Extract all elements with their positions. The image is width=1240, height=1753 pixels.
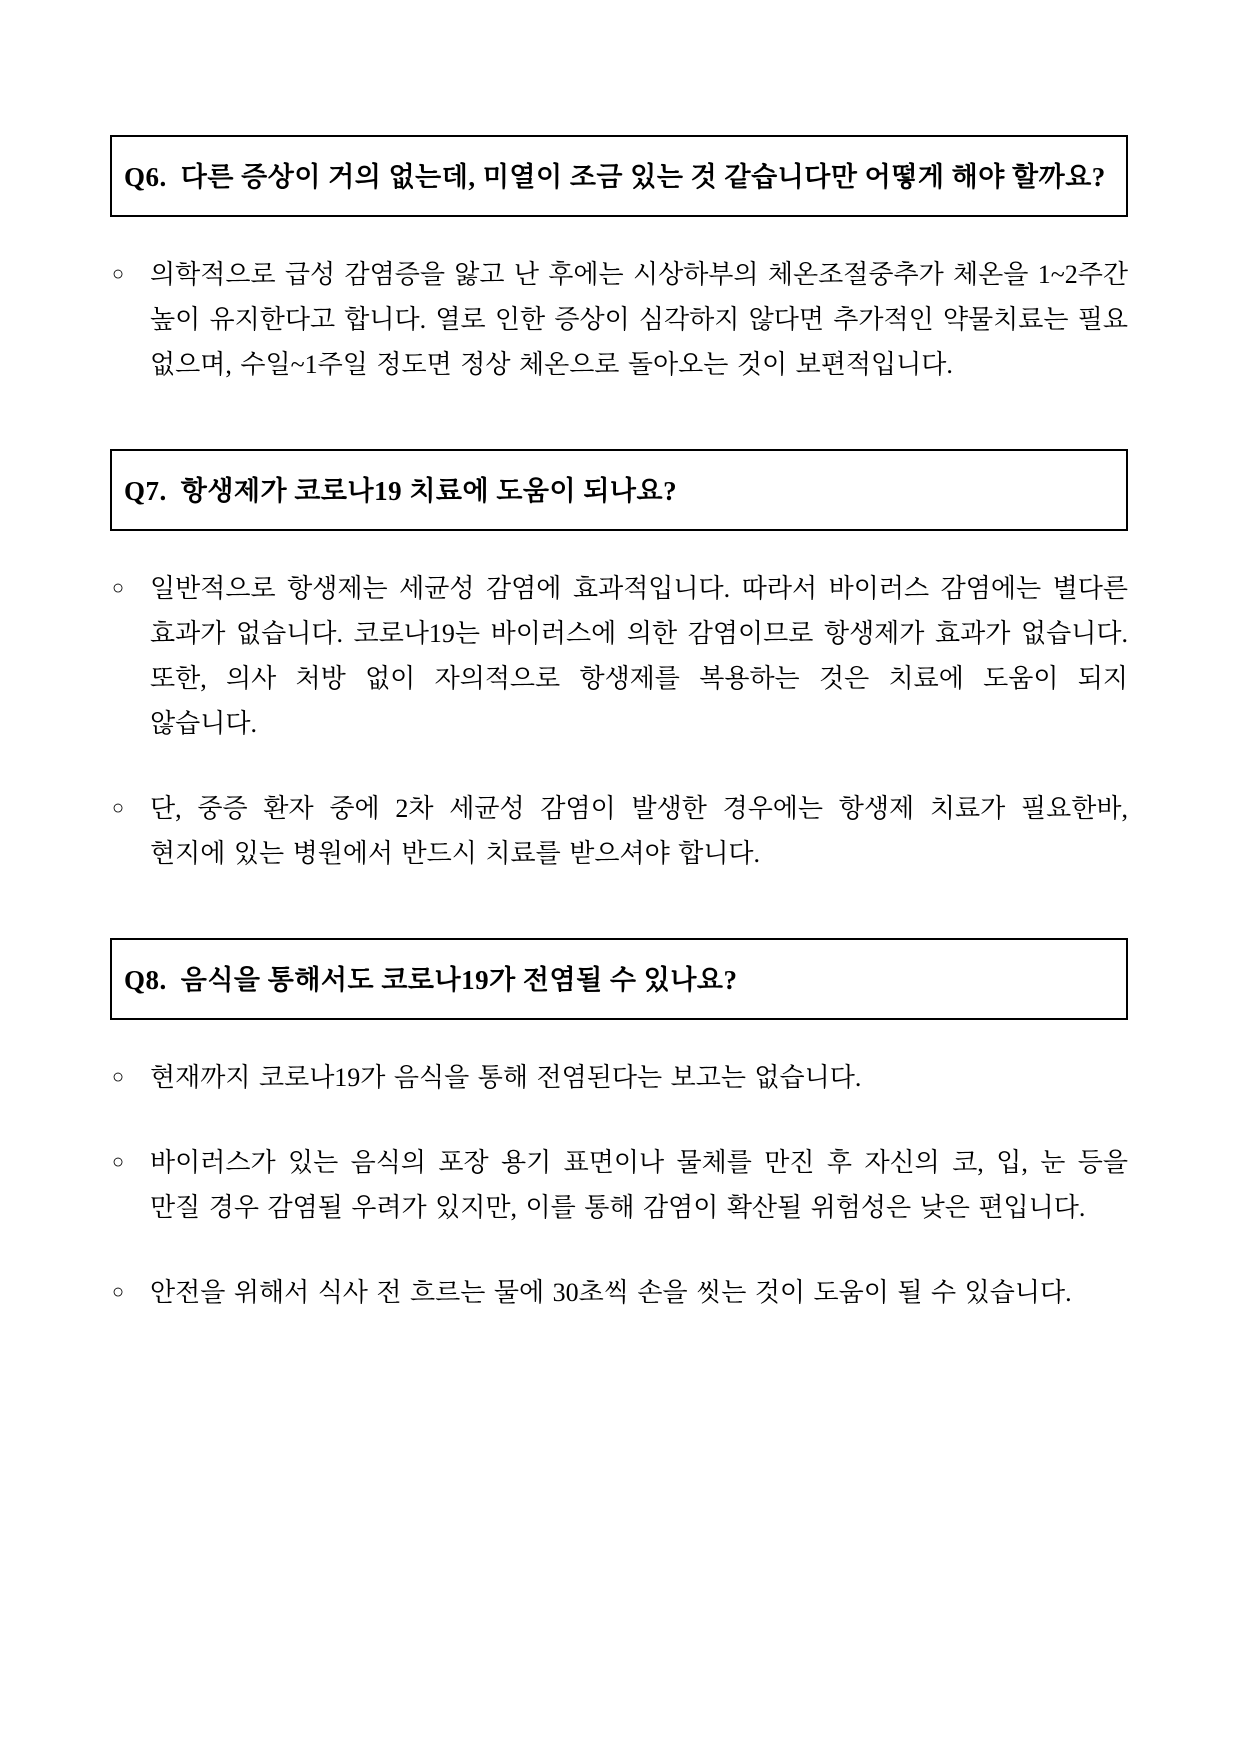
bullet-circle-icon: ○ (112, 1281, 125, 1303)
bullet-circle-icon: ○ (112, 1151, 125, 1173)
answer-text: 일반적으로 항생제는 세균성 감염에 효과적입니다. 따라서 바이러스 감염에는 별다른 효과가 없습니다. 코로나19는 바이러스에 의한 감염이므로 항생제가 효과가 없습니다. 또한, 의사 처방 없이 자의적으로 항생제를 복용하는 것은 치료에 도움이 되지 않습니다. (150, 574, 1128, 738)
answer-item (110, 1270, 1128, 1315)
bullet-circle-icon: ○ (112, 263, 125, 285)
bullet-circle-icon: ○ (112, 577, 125, 599)
bullet-circle-icon: ○ (112, 1066, 125, 1088)
qa-section-q6 (110, 135, 1128, 387)
qa-section-q7 (110, 449, 1128, 876)
answer-text: 바이러스가 있는 음식의 포장 용기 표면이나 물체를 만진 후 자신의 코, 입, 눈 등을 만질 경우 감염될 우려가 있지만, 이를 통해 감염이 확산될 위험성은 낮은 편입니다. (150, 1148, 1128, 1222)
question-label-q7: Q7. (124, 476, 167, 506)
answer-text: 단, 중증 환자 중에 2차 세균성 감염이 발생한 경우에는 항생제 치료가 필요한바, 현지에 있는 병원에서 반드시 치료를 받으셔야 합니다. (150, 794, 1128, 868)
question-text-q6: 다른 증상이 거의 없는데, 미열이 조금 있는 것 같습니다만 어떻게 해야 할까요? (180, 162, 1106, 192)
bullet-circle-icon: ○ (112, 797, 125, 819)
qa-section-q8 (110, 938, 1128, 1315)
answer-text: 안전을 위해서 식사 전 흐르는 물에 30초씩 손을 씻는 것이 도움이 될 수 있습니다. (150, 1278, 1072, 1307)
answer-item (110, 252, 1128, 387)
answer-item (110, 786, 1128, 876)
answer-item (110, 1140, 1128, 1230)
question-box-q8 (110, 938, 1128, 1020)
question-label-q8: Q8. (124, 965, 167, 995)
answer-text: 현재까지 코로나19가 음식을 통해 전염된다는 보고는 없습니다. (150, 1063, 862, 1092)
question-text-q8: 음식을 통해서도 코로나19가 전염될 수 있나요? (180, 965, 738, 995)
question-label-q6: Q6. (124, 162, 167, 192)
question-box-q7 (110, 449, 1128, 531)
answer-item (110, 1055, 1128, 1100)
question-box-q6 (110, 135, 1128, 217)
question-text-q7: 항생제가 코로나19 치료에 도움이 되나요? (180, 476, 678, 506)
answer-text: 의학적으로 급성 감염증을 앓고 난 후에는 시상하부의 체온조절중추가 체온을 1~2주간 높이 유지한다고 합니다. 열로 인한 증상이 심각하지 않다면 추가적인 약물치료는 필요 없으며, 수일~1주일 정도면 정상 체온으로 돌아오는 것이 보편적입니다. (150, 260, 1128, 379)
answer-item (110, 566, 1128, 746)
